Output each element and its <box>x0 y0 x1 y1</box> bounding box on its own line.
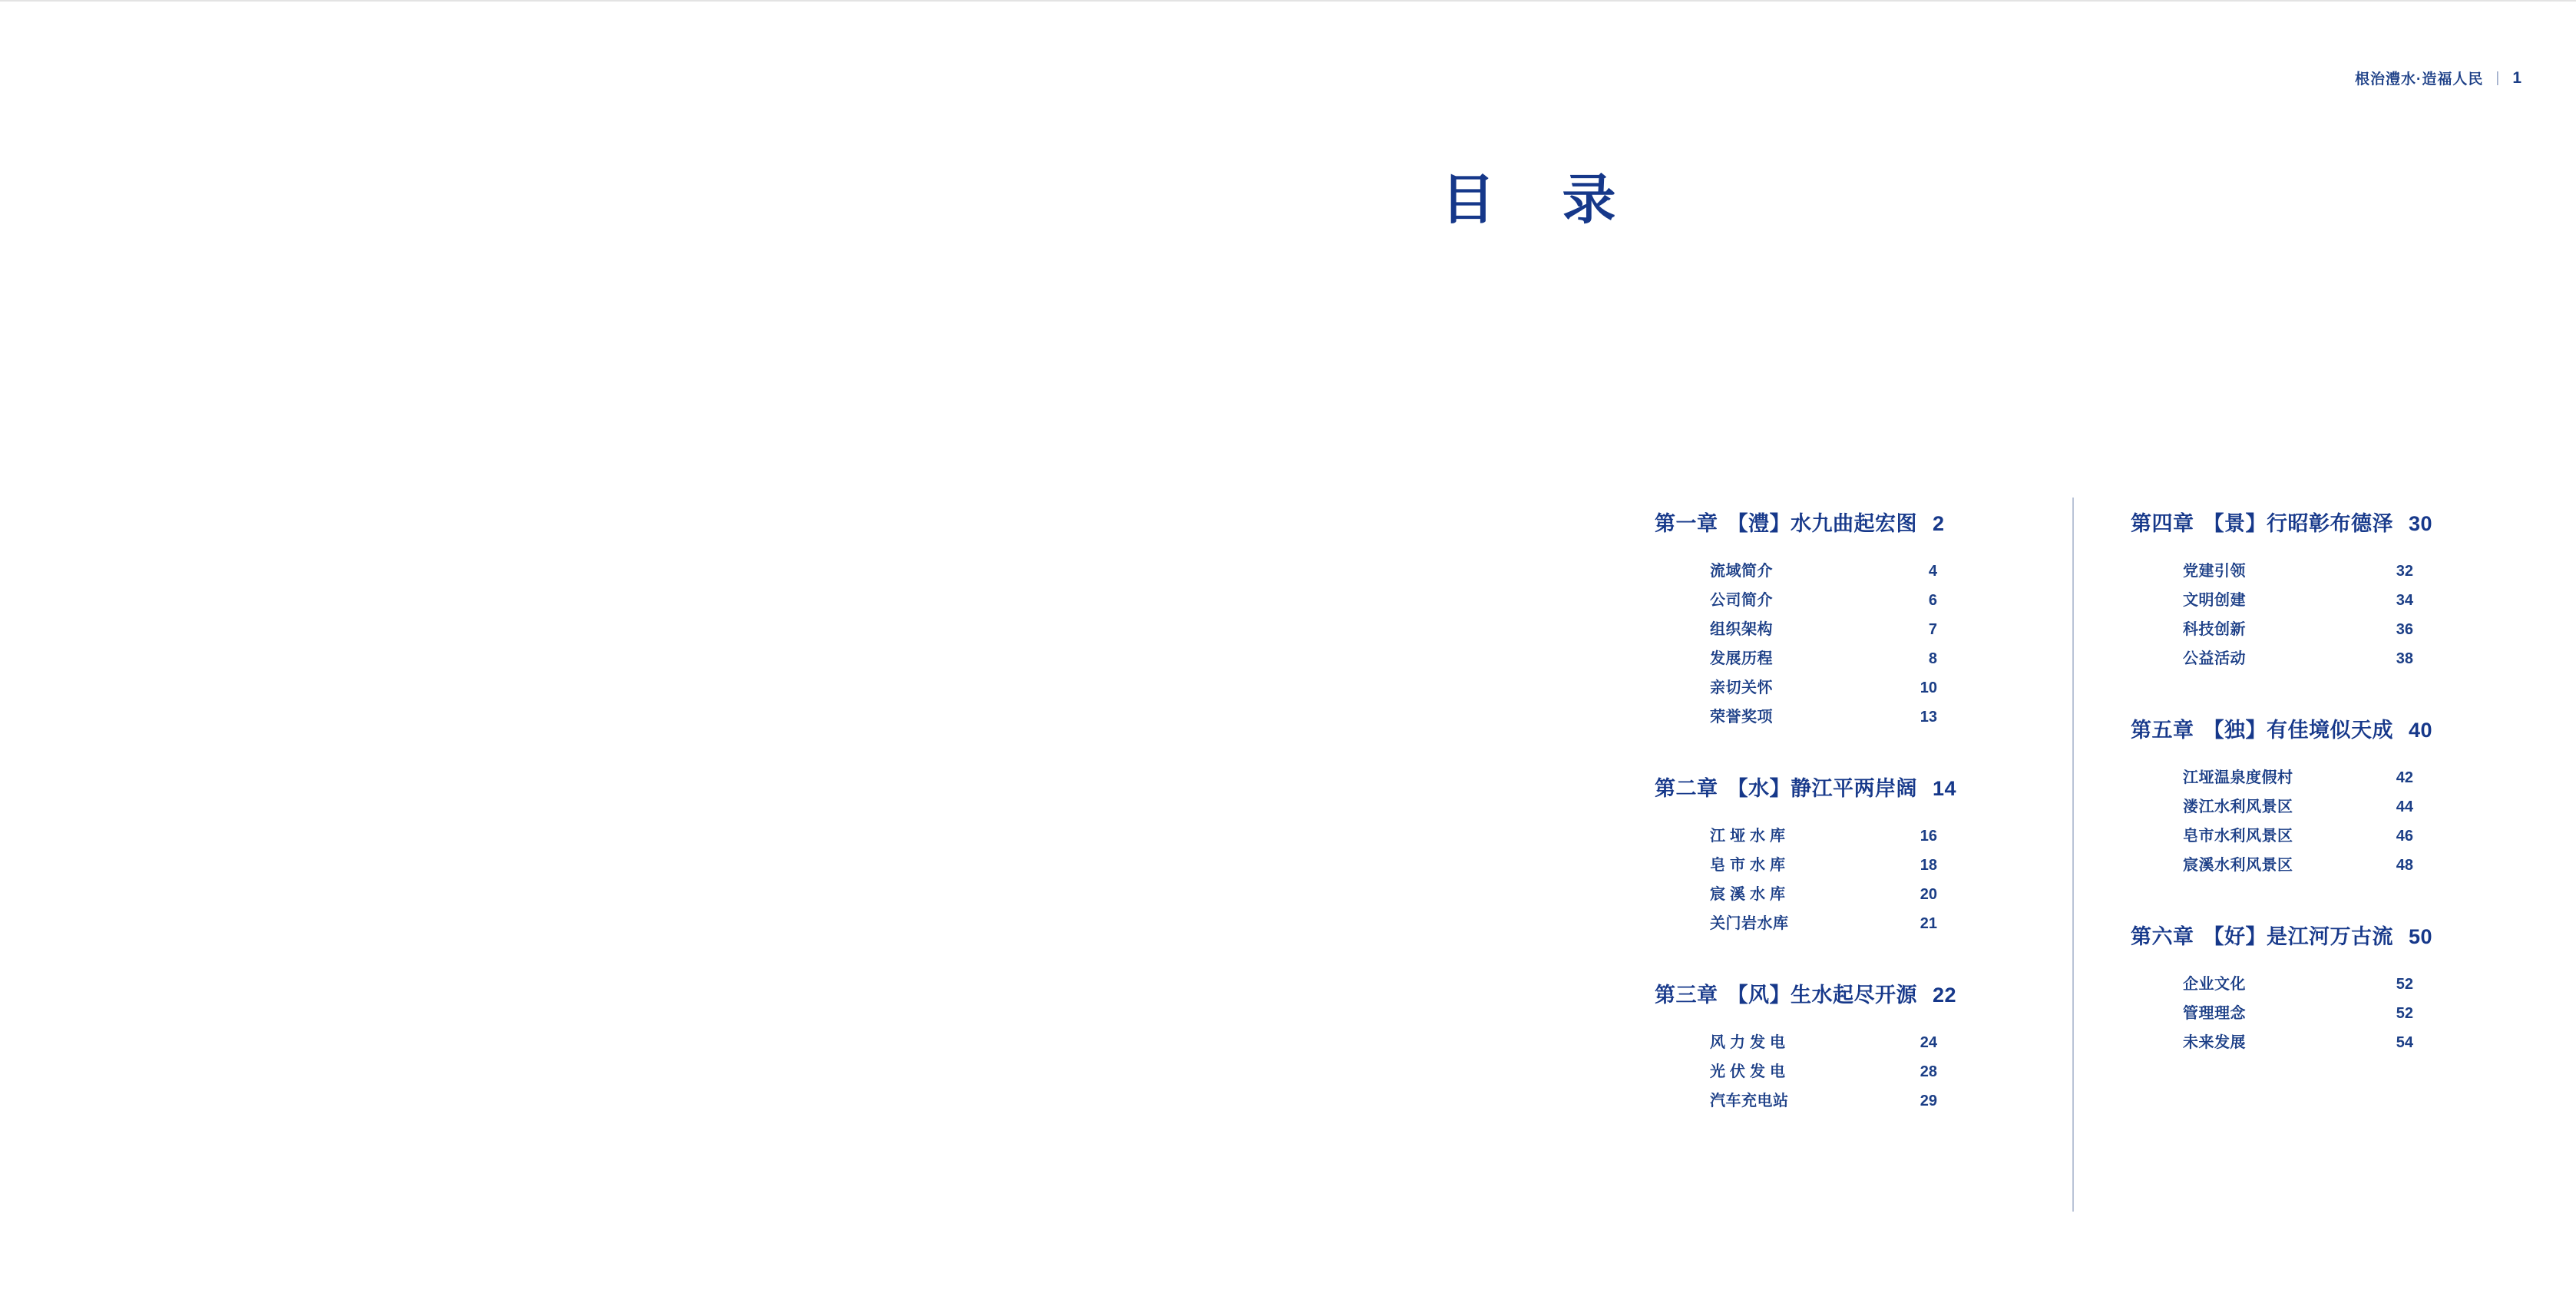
toc-entry-title: 公益活动 <box>2183 650 2246 667</box>
toc-entry[interactable] <box>1710 851 2039 880</box>
toc-column-right <box>2085 507 2515 1116</box>
chapter-page: 30 <box>2409 512 2433 535</box>
toc-entry-page: 38 <box>2396 650 2413 667</box>
chapter-page: 2 <box>1933 512 1945 535</box>
chapter-heading[interactable] <box>2131 507 2515 537</box>
toc-chapter <box>2131 507 2515 673</box>
table-of-contents <box>1655 507 2522 1116</box>
toc-entry[interactable] <box>1710 880 2039 909</box>
chapter-heading[interactable] <box>1655 507 2039 537</box>
toc-chapter <box>1655 507 2039 732</box>
chapter-page: 40 <box>2409 719 2433 742</box>
toc-entry-title: 亲切关怀 <box>1710 679 1773 696</box>
toc-entry-title: 宸溪水利风景区 <box>2183 857 2293 874</box>
toc-entry-title: 发展历程 <box>1710 650 1773 667</box>
chapter-title: 【好】是江河万古流 <box>2203 925 2393 948</box>
chapter-page: 14 <box>1933 777 1957 800</box>
toc-entry-page: 36 <box>2396 621 2413 638</box>
toc-entry-page: 34 <box>2396 592 2413 609</box>
toc-entry-title: 企业文化 <box>2183 976 2246 993</box>
toc-entry-title: 关门岩水库 <box>1710 915 1789 932</box>
toc-entry-title: 江垭水库 <box>1710 828 1790 845</box>
chapter-label: 第二章 <box>1655 777 1718 800</box>
toc-chapter <box>1655 772 2039 938</box>
toc-entry[interactable] <box>1710 673 2039 703</box>
toc-entry-title: 文明创建 <box>2183 592 2246 609</box>
toc-entry[interactable] <box>2183 822 2515 851</box>
chapter-heading[interactable] <box>1655 772 2039 802</box>
toc-entry[interactable] <box>1710 644 2039 673</box>
toc-entry-page: 42 <box>2396 769 2413 786</box>
toc-entry[interactable] <box>1710 1028 2039 1057</box>
toc-entry[interactable] <box>2183 1028 2515 1057</box>
toc-entry-title: 汽车充电站 <box>1710 1093 1789 1109</box>
chapter-entries <box>1655 1028 2039 1116</box>
toc-entry-page: 29 <box>1920 1093 1937 1109</box>
toc-entry-page: 20 <box>1920 886 1937 903</box>
toc-entry-title: 光伏发电 <box>1710 1063 1790 1080</box>
toc-entry-title: 皂市水利风景区 <box>2183 828 2293 845</box>
chapter-title: 【风】生水起尽开源 <box>1727 984 1917 1007</box>
toc-entry[interactable] <box>2183 615 2515 644</box>
toc-entry-page: 28 <box>1920 1063 1937 1080</box>
toc-entry-title: 党建引领 <box>2183 563 2246 580</box>
chapter-page: 50 <box>2409 925 2433 948</box>
chapter-entries <box>2131 763 2515 880</box>
toc-chapter <box>2131 920 2515 1057</box>
toc-entry[interactable] <box>2183 792 2515 822</box>
toc-entry-title: 风力发电 <box>1710 1034 1790 1051</box>
toc-entry-page: 7 <box>1928 621 1937 638</box>
toc-entry[interactable] <box>2183 763 2515 792</box>
toc-entry-page: 48 <box>2396 857 2413 874</box>
toc-entry[interactable] <box>1710 1086 2039 1116</box>
chapter-heading[interactable] <box>2131 920 2515 950</box>
toc-chapter <box>1655 978 2039 1116</box>
toc-entry-title: 荣誉奖项 <box>1710 709 1773 726</box>
toc-entry-title: 管理理念 <box>2183 1005 2246 1022</box>
chapter-label: 第四章 <box>2131 512 2194 535</box>
toc-entry-title: 皂市水库 <box>1710 857 1790 874</box>
chapter-entries <box>2131 970 2515 1057</box>
toc-entry-page: 24 <box>1920 1034 1937 1051</box>
toc-entry[interactable] <box>1710 557 2039 586</box>
running-header-brand: 根治澧水·造福人民 <box>2355 71 2484 88</box>
toc-entry-page: 16 <box>1920 828 1937 845</box>
toc-entry-title: 溇江水利风景区 <box>2183 798 2293 815</box>
toc-entry-page: 21 <box>1920 915 1937 932</box>
toc-entry-page: 4 <box>1928 563 1937 580</box>
chapter-label: 第三章 <box>1655 984 1718 1007</box>
toc-entry-page: 32 <box>2396 563 2413 580</box>
toc-entry-page: 8 <box>1928 650 1937 667</box>
toc-entry-title: 未来发展 <box>2183 1034 2246 1051</box>
toc-entry[interactable] <box>2183 851 2515 880</box>
toc-entry-page: 54 <box>2396 1034 2413 1051</box>
chapter-label: 第五章 <box>2131 719 2194 742</box>
chapter-entries <box>1655 557 2039 732</box>
toc-entry[interactable] <box>2183 999 2515 1028</box>
running-header-page-number: 1 <box>2512 68 2522 87</box>
toc-entry-title: 江垭温泉度假村 <box>2183 769 2293 786</box>
toc-entry-page: 52 <box>2396 1005 2413 1022</box>
toc-entry[interactable] <box>1710 1057 2039 1086</box>
toc-entry[interactable] <box>1710 703 2039 732</box>
running-header-separator: | <box>2495 69 2501 86</box>
toc-entry-page: 13 <box>1920 709 1937 726</box>
toc-entry-title: 科技创新 <box>2183 621 2246 638</box>
toc-entry-page: 46 <box>2396 828 2413 845</box>
toc-entry-title: 公司简介 <box>1710 592 1773 609</box>
chapter-heading[interactable] <box>1655 978 2039 1008</box>
toc-chapter <box>2131 713 2515 880</box>
chapter-label: 第六章 <box>2131 925 2194 948</box>
chapter-entries <box>2131 557 2515 673</box>
toc-entry-page: 52 <box>2396 976 2413 993</box>
toc-entry-title: 组织架构 <box>1710 621 1773 638</box>
chapter-title: 【水】静江平两岸阔 <box>1727 777 1917 800</box>
toc-entry[interactable] <box>1710 615 2039 644</box>
toc-entry[interactable] <box>1710 586 2039 615</box>
toc-entry-page: 44 <box>2396 798 2413 815</box>
chapter-title: 【澧】水九曲起宏图 <box>1727 512 1917 535</box>
toc-entry[interactable] <box>1710 909 2039 938</box>
chapter-title: 【独】有佳境似天成 <box>2203 719 2393 742</box>
toc-column-left <box>1655 507 2039 1116</box>
chapter-title: 【景】行昭彰布德泽 <box>2203 512 2393 535</box>
running-header <box>2355 68 2522 88</box>
chapter-entries <box>1655 822 2039 938</box>
chapter-page: 22 <box>1933 984 1957 1007</box>
toc-entry-title: 流域简介 <box>1710 563 1773 580</box>
page-title: 目 录 <box>1441 170 1642 230</box>
toc-entry[interactable] <box>2183 586 2515 615</box>
toc-entry[interactable] <box>2183 644 2515 673</box>
chapter-label: 第一章 <box>1655 512 1718 535</box>
toc-entry-page: 10 <box>1920 679 1937 696</box>
toc-entry-page: 18 <box>1920 857 1937 874</box>
toc-entry[interactable] <box>2183 557 2515 586</box>
toc-entry-page: 6 <box>1928 592 1937 609</box>
toc-entry[interactable] <box>2183 970 2515 999</box>
toc-entry[interactable] <box>1710 822 2039 851</box>
toc-entry-title: 宸溪水库 <box>1710 886 1790 903</box>
page-top-rule <box>0 0 2576 2</box>
chapter-heading[interactable] <box>2131 713 2515 743</box>
